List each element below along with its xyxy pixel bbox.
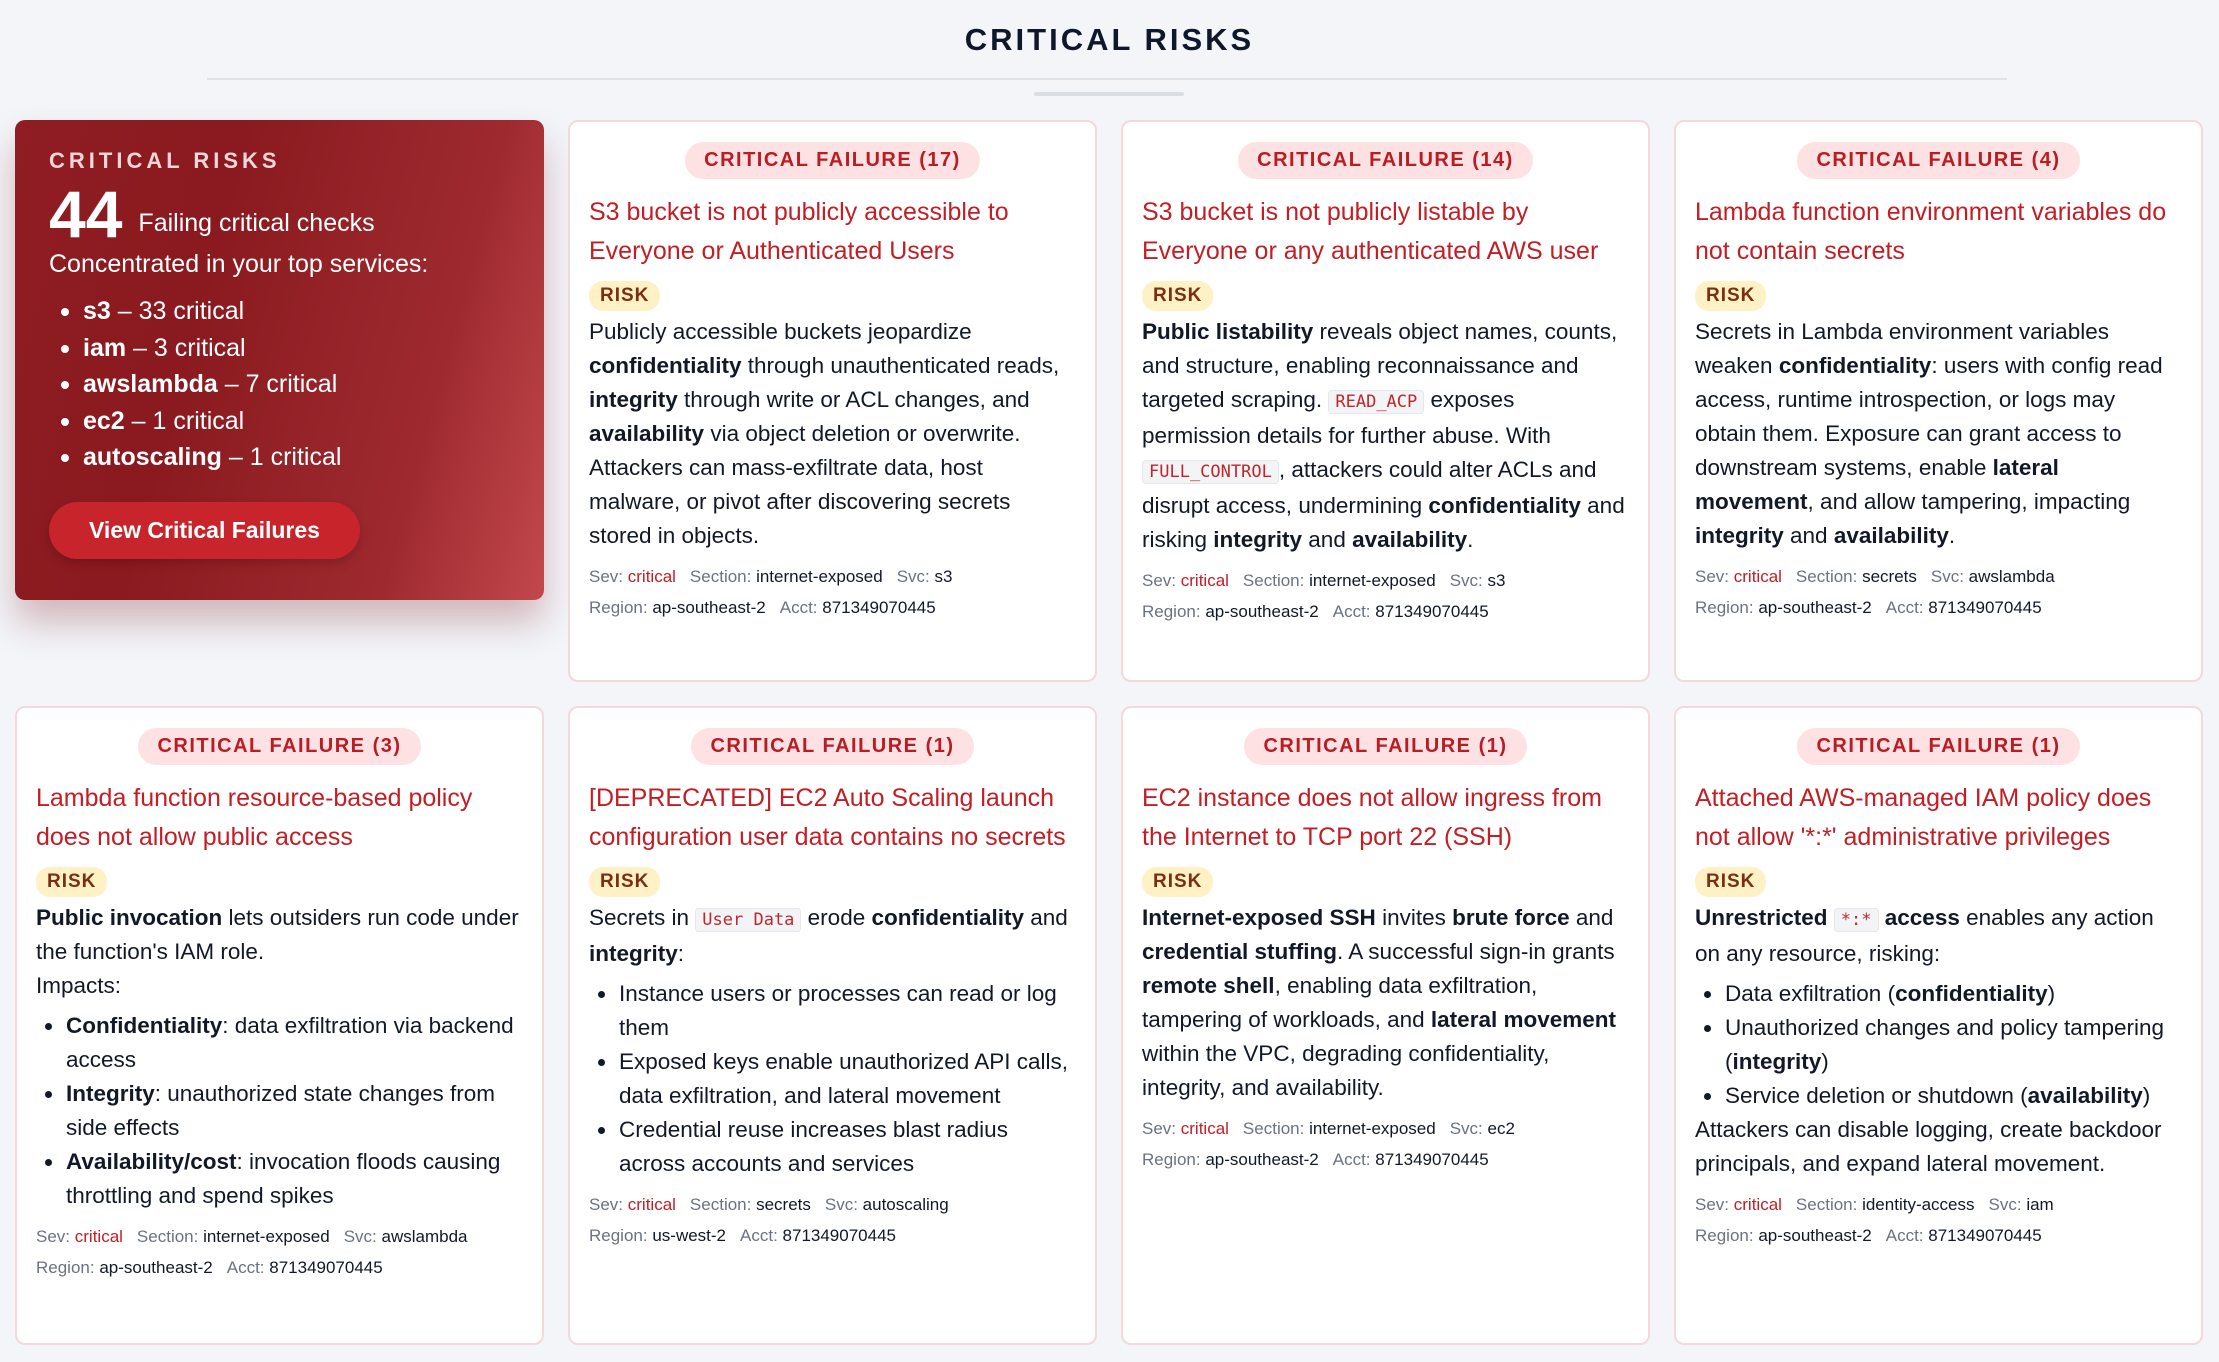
service-name: ec2 — [83, 406, 125, 435]
emphasis-text: Unrestricted — [1695, 905, 1834, 930]
impact-item — [36, 1145, 523, 1213]
emphasis-text: Internet-exposed SSH — [1142, 905, 1376, 930]
impact-item — [36, 1009, 523, 1077]
service-name: awslambda — [83, 370, 218, 398]
meta-line — [1695, 1189, 2182, 1220]
body-text: Data exfiltration ( — [1725, 981, 1896, 1006]
account-value: 871349070445 — [1375, 602, 1489, 621]
risk-bullet — [1695, 1079, 2182, 1113]
emphasis-text: Confidentiality — [66, 1013, 223, 1038]
section-value: internet-exposed — [1309, 1119, 1436, 1138]
region-label: Region: — [1695, 598, 1759, 617]
finding-meta — [589, 561, 1076, 623]
body-text: via object deletion or overwrite. Attackers can mass-exfiltrate data, host malware, or pivot after discovering secrets stored in objects. — [589, 421, 1021, 548]
body-text: invites — [1375, 905, 1453, 930]
service-count: – 33 critical — [110, 297, 245, 325]
body-text: : data exfiltration via backend access — [66, 1013, 514, 1072]
risk-description — [589, 901, 1076, 1181]
service-label: Svc: — [896, 567, 935, 586]
finding-meta — [36, 1221, 523, 1283]
account-value: 871349070445 — [1928, 598, 2042, 617]
account-value: 871349070445 — [822, 598, 936, 617]
region-value: us-west-2 — [652, 1226, 727, 1245]
service-value: s3 — [934, 567, 953, 586]
emphasis-text: Public listability — [1142, 319, 1314, 344]
emphasis-text: confidentiality — [589, 353, 742, 378]
section-label: Section: — [1795, 1195, 1863, 1214]
risk-bullets — [589, 977, 1076, 1181]
service-name: autoscaling — [83, 443, 222, 471]
emphasis-text: confidentiality — [1428, 493, 1581, 518]
severity-value: critical — [627, 1195, 676, 1214]
risk-tag: RISK — [1142, 867, 1213, 897]
risk-tag: RISK — [1695, 867, 1766, 897]
title-divider — [207, 78, 2007, 80]
emphasis-text: integrity — [1732, 1049, 1822, 1074]
section-value: identity-access — [1862, 1195, 1975, 1214]
meta-line — [1695, 561, 2182, 592]
service-name: s3 — [83, 297, 111, 325]
severity-label: Sev: — [1142, 1119, 1181, 1138]
region-value: ap-southeast-2 — [652, 598, 766, 617]
service-label: Svc: — [824, 1195, 863, 1214]
emphasis-text: integrity — [589, 387, 678, 412]
risk-tag: RISK — [1695, 281, 1766, 311]
severity-label: Sev: — [36, 1227, 75, 1246]
finding-card — [1674, 120, 2203, 682]
risk-grid — [15, 120, 2203, 1345]
severity-value: critical — [1180, 571, 1229, 590]
service-count: – 3 critical — [126, 333, 246, 362]
account-label: Acct: — [1332, 602, 1376, 621]
risk-bullet — [589, 1113, 1076, 1181]
severity-value: critical — [1733, 1195, 1782, 1214]
body-text: lets outsiders run code under the function's IAM role. — [36, 905, 519, 964]
emphasis-text: lateral movement — [1695, 455, 2059, 514]
service-value: iam — [2026, 1195, 2054, 1214]
body-text: : invocation floods causing throttling and spend spikes — [66, 1149, 501, 1208]
emphasis-text: credential stuffing — [1142, 939, 1338, 964]
account-label: Acct: — [1885, 1226, 1929, 1245]
emphasis-text: availability — [589, 421, 705, 446]
body-text: : users with config read access, runtime introspection, or logs may obtain them. Exposure can grant access to downstream systems, enable — [1695, 353, 2163, 480]
body-text: , and allow tampering, impacting — [1807, 489, 2131, 514]
failing-count: 44 — [49, 177, 123, 251]
service-count: – 1 critical — [124, 406, 245, 435]
service-value: awslambda — [381, 1227, 468, 1246]
service-item-s3 — [49, 293, 510, 330]
section-value: internet-exposed — [203, 1227, 330, 1246]
section-label: Section: — [689, 1195, 757, 1214]
body-text: Service deletion or shutdown ( — [1725, 1083, 2028, 1108]
emphasis-text: remote shell — [1142, 973, 1275, 998]
section-value: secrets — [1862, 567, 1917, 586]
body-text: Publicly accessible buckets jeopardize — [589, 319, 972, 344]
meta-line — [1142, 1144, 1629, 1175]
page-header — [0, 0, 2219, 110]
risk-paragraph — [1695, 901, 2182, 971]
finding-meta — [1142, 1113, 1629, 1175]
emphasis-text: integrity — [1695, 523, 1784, 548]
risk-tag: RISK — [36, 867, 107, 897]
body-text: ) — [2142, 1083, 2151, 1108]
emphasis-text: confidentiality — [1778, 353, 1932, 378]
critical-failure-badge: CRITICAL FAILURE (1) — [1244, 728, 1526, 765]
body-text: and — [1302, 527, 1353, 552]
service-item-awslambda — [49, 366, 510, 403]
service-label: Svc: — [1930, 567, 1969, 586]
service-label: Svc: — [1988, 1195, 2027, 1214]
account-label: Acct: — [1332, 1150, 1376, 1169]
section-label: Section: — [689, 567, 757, 586]
critical-failure-badge: CRITICAL FAILURE (1) — [691, 728, 973, 765]
region-value: ap-southeast-2 — [1205, 1150, 1319, 1169]
finding-title[interactable]: S3 bucket is not publicly accessible to Everyone or Authenticated Users — [589, 198, 1009, 265]
top-services-list — [49, 293, 510, 476]
meta-line — [1142, 596, 1629, 627]
risk-paragraph — [589, 315, 1076, 553]
body-text: . — [1948, 523, 1956, 548]
finding-card — [568, 120, 1097, 682]
meta-line — [1142, 565, 1629, 596]
meta-line — [589, 561, 1076, 592]
page-title: CRITICAL RISKS — [964, 22, 1255, 57]
view-critical-failures-button[interactable]: View Critical Failures — [49, 502, 360, 559]
service-label: Svc: — [1449, 571, 1488, 590]
risk-paragraph — [589, 901, 1076, 971]
service-count: – 1 critical — [221, 443, 342, 471]
finding-card — [15, 706, 544, 1345]
service-item-iam — [49, 330, 510, 367]
finding-card — [1121, 120, 1650, 682]
critical-failure-badge: CRITICAL FAILURE (1) — [1797, 728, 2079, 765]
body-text: through write or ACL changes, and — [677, 387, 1030, 412]
code-snippet: *:* — [1834, 908, 1879, 932]
finding-title[interactable]: Lambda function resource-based policy does not allow public access — [36, 784, 473, 851]
risk-tag: RISK — [589, 281, 660, 311]
finding-title[interactable]: [DEPRECATED] EC2 Auto Scaling launch configuration user data contains no secrets — [589, 784, 1066, 851]
risk-paragraph — [1142, 901, 1629, 1105]
body-text: Instance users or processes can read or log them — [619, 981, 1057, 1040]
service-name: iam — [83, 333, 127, 362]
risk-description — [1695, 315, 2182, 553]
severity-value: critical — [627, 567, 676, 586]
meta-line — [589, 1189, 1076, 1220]
meta-line — [1695, 1220, 2182, 1251]
risk-tag: RISK — [589, 867, 660, 897]
meta-line — [36, 1252, 523, 1283]
body-text: and — [1569, 905, 1614, 930]
emphasis-text: access — [1878, 905, 1960, 930]
risk-description — [1142, 901, 1629, 1105]
body-text: Credential reuse increases blast radius across accounts and services — [619, 1117, 1008, 1176]
severity-label: Sev: — [1142, 571, 1181, 590]
service-label: Svc: — [1449, 1119, 1488, 1138]
risk-bullet — [1695, 1011, 2182, 1079]
meta-line — [1695, 592, 2182, 623]
emphasis-text: Integrity — [66, 1081, 155, 1106]
region-label: Region: — [589, 598, 653, 617]
code-snippet: FULL_CONTROL — [1142, 460, 1279, 484]
body-text: Exposed keys enable unauthorized API calls, data exfiltration, and lateral movement — [619, 1049, 1069, 1108]
severity-label: Sev: — [589, 1195, 628, 1214]
section-value: internet-exposed — [756, 567, 883, 586]
risk-bullet — [589, 977, 1076, 1045]
section-label: Section: — [1242, 1119, 1310, 1138]
account-value: 871349070445 — [1928, 1226, 2042, 1245]
body-text: within the VPC, degrading confidentiality, integrity, and availability. — [1142, 1041, 1550, 1100]
critical-failure-badge: CRITICAL FAILURE (17) — [685, 142, 980, 179]
region-value: ap-southeast-2 — [99, 1258, 213, 1277]
body-text: through unauthenticated reads, — [741, 353, 1060, 378]
risk-description — [1695, 901, 2182, 1181]
emphasis-text: availability — [1352, 527, 1468, 552]
finding-card — [1121, 706, 1650, 1345]
meta-line — [1142, 1113, 1629, 1144]
body-text: Secrets in Lambda environment variables weaken — [1695, 319, 2109, 378]
service-count: – 7 critical — [217, 370, 338, 398]
finding-meta — [1695, 561, 2182, 623]
region-label: Region: — [1142, 602, 1206, 621]
emphasis-text: integrity — [1213, 527, 1303, 552]
risk-bullet — [589, 1045, 1076, 1113]
service-item-autoscaling — [49, 439, 510, 476]
service-label: Svc: — [343, 1227, 382, 1246]
body-text: : unauthorized state changes from side effects — [66, 1081, 495, 1140]
finding-title[interactable]: S3 bucket is not publicly listable by Everyone or any authenticated AWS user — [1142, 198, 1599, 265]
severity-label: Sev: — [1695, 1195, 1734, 1214]
body-text: . — [1467, 527, 1474, 552]
body-text: , enabling data exfiltration, tampering of workloads, and — [1142, 973, 1538, 1032]
service-value: s3 — [1487, 571, 1506, 590]
title-divider-accent — [1034, 92, 1184, 96]
section-label: Section: — [1242, 571, 1310, 590]
emphasis-text: brute force — [1452, 905, 1570, 930]
account-value: 871349070445 — [782, 1226, 896, 1245]
summary-label: CRITICAL RISKS — [49, 148, 281, 173]
section-label: Section: — [1795, 567, 1863, 586]
body-text: , attackers could alter ACLs and disrupt access, undermining — [1142, 457, 1597, 518]
meta-line — [589, 1220, 1076, 1251]
body-text: and — [1783, 523, 1834, 548]
emphasis-text: confidentiality — [1895, 981, 2048, 1006]
emphasis-text: availability — [1833, 523, 1949, 548]
account-value: 871349070445 — [1375, 1150, 1489, 1169]
body-text: and risking — [1142, 493, 1625, 552]
body-text: exposes permission details for further abuse. With — [1142, 387, 1551, 448]
body-text: Secrets in — [589, 905, 696, 930]
service-value: awslambda — [1968, 567, 2055, 586]
emphasis-text: Availability/cost — [66, 1149, 237, 1174]
region-label: Region: — [36, 1258, 100, 1277]
region-label: Region: — [589, 1226, 653, 1245]
body-text: reveals object names, counts, and structure, enabling reconnaissance and targeted scraping. — [1142, 319, 1618, 412]
critical-failure-badge: CRITICAL FAILURE (14) — [1238, 142, 1533, 179]
risk-description — [36, 901, 523, 1213]
risk-tag: RISK — [1142, 281, 1213, 311]
risk-paragraph — [1695, 315, 2182, 553]
failing-count-label: Failing critical checks — [138, 209, 375, 237]
body-text: Unauthorized changes and policy tampering ( — [1725, 1015, 2165, 1074]
finding-card — [1674, 706, 2203, 1345]
meta-line — [36, 1221, 523, 1252]
emphasis-text: confidentiality — [871, 905, 1024, 930]
account-label: Acct: — [740, 1226, 783, 1245]
account-label: Acct: — [1885, 598, 1929, 617]
account-label: Acct: — [779, 598, 823, 617]
meta-line — [589, 592, 1076, 623]
severity-label: Sev: — [1695, 567, 1734, 586]
account-label: Acct: — [226, 1258, 270, 1277]
emphasis-text: integrity — [589, 941, 678, 966]
critical-failure-badge: CRITICAL FAILURE (4) — [1797, 142, 2079, 179]
body-text: ) — [2047, 981, 2056, 1006]
region-value: ap-southeast-2 — [1205, 602, 1319, 621]
risk-paragraph — [1142, 315, 1629, 557]
region-label: Region: — [1695, 1226, 1759, 1245]
finding-meta — [589, 1189, 1076, 1251]
code-snippet: READ_ACP — [1328, 390, 1424, 414]
region-value: ap-southeast-2 — [1758, 598, 1872, 617]
service-item-ec2 — [49, 403, 510, 440]
summary-subtitle: Concentrated in your top services: — [49, 250, 429, 278]
emphasis-text: lateral movement — [1430, 1007, 1616, 1032]
body-text: and — [1024, 905, 1068, 930]
body-text: enables any action on any resource, risking: — [1695, 905, 2154, 966]
impacts-list — [36, 1009, 523, 1213]
severity-value: critical — [1733, 567, 1782, 586]
risk-description — [589, 315, 1076, 553]
finding-meta — [1142, 565, 1629, 627]
impacts-label: Impacts: — [36, 973, 122, 998]
risk-paragraph — [36, 901, 523, 969]
body-text: : — [677, 941, 685, 966]
section-value: internet-exposed — [1309, 571, 1436, 590]
service-value: ec2 — [1487, 1119, 1515, 1138]
finding-title[interactable]: Lambda function environment variables do not contain secrets — [1695, 198, 2167, 265]
section-label: Section: — [136, 1227, 204, 1246]
emphasis-text: Public invocation — [36, 905, 223, 930]
section-value: secrets — [756, 1195, 811, 1214]
region-value: ap-southeast-2 — [1758, 1226, 1872, 1245]
finding-card — [568, 706, 1097, 1345]
finding-title[interactable]: Attached AWS-managed IAM policy does not allow '*:*' administrative privileges — [1695, 784, 2152, 851]
service-value: autoscaling — [862, 1195, 949, 1214]
emphasis-text: availability — [2027, 1083, 2143, 1108]
body-text: ) — [1821, 1049, 1829, 1074]
body-text: erode — [801, 905, 872, 930]
body-text: . A successful sign-in grants — [1337, 939, 1615, 964]
risk-description — [1142, 315, 1629, 557]
finding-meta — [1695, 1189, 2182, 1251]
risk-bullet — [1695, 977, 2182, 1011]
finding-title[interactable]: EC2 instance does not allow ingress from the Internet to TCP port 22 (SSH) — [1142, 784, 1602, 851]
risk-tail: Attackers can disable logging, create backdoor principals, and expand lateral movement. — [1695, 1117, 2162, 1176]
risk-bullets — [1695, 977, 2182, 1113]
code-snippet: User Data — [695, 908, 801, 932]
region-label: Region: — [1142, 1150, 1206, 1169]
severity-value: critical — [1180, 1119, 1229, 1138]
severity-label: Sev: — [589, 567, 628, 586]
critical-failure-badge: CRITICAL FAILURE (3) — [138, 728, 420, 765]
severity-value: critical — [74, 1227, 123, 1246]
summary-card — [15, 120, 544, 600]
account-value: 871349070445 — [269, 1258, 383, 1277]
impact-item — [36, 1077, 523, 1145]
